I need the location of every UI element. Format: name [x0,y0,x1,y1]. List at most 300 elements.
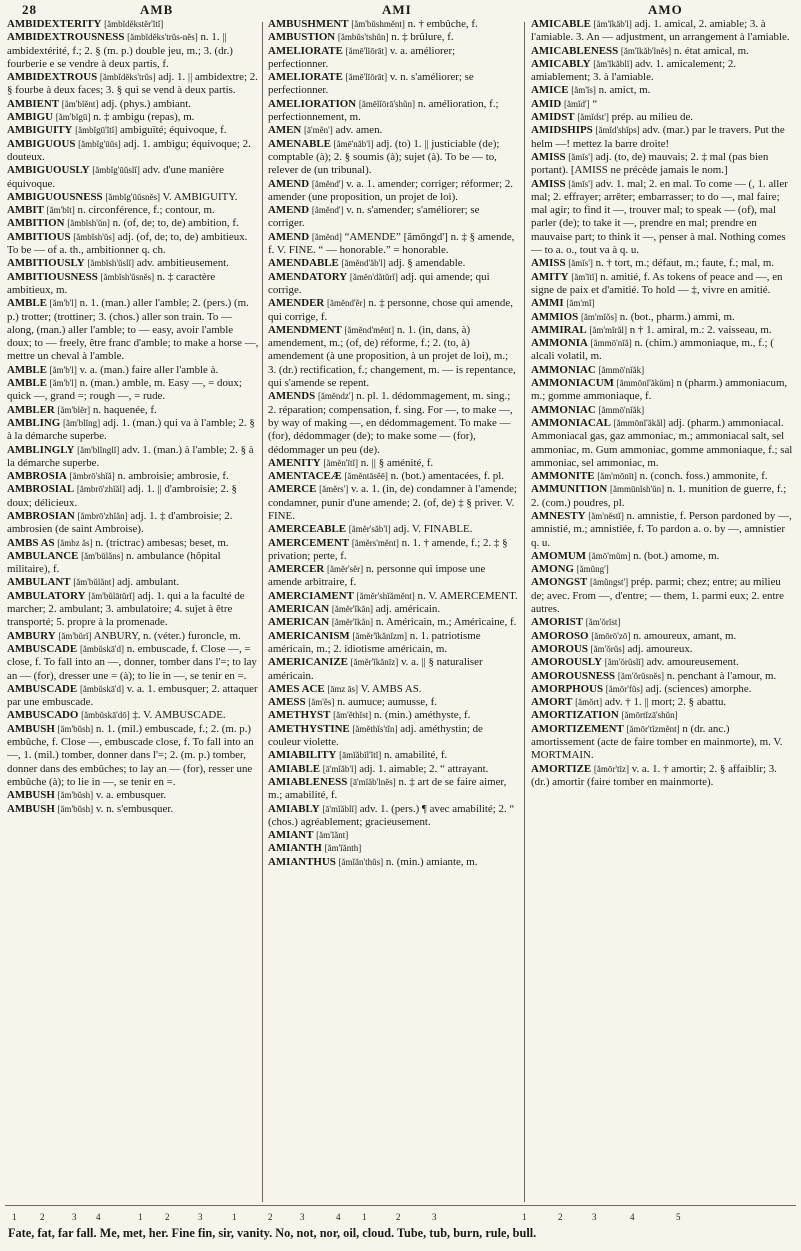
dictionary-entry [531,723,793,763]
entry-definition: adj. 1. ambigu; équivoque; 2. douteux. [7,137,251,163]
entry-definition: n. (min.) améthyste, f. [373,709,471,722]
entry-headword: AMMONIAC [531,363,596,376]
dictionary-entry [531,696,793,709]
entry-headword: AMBLE [7,297,47,310]
entry-headword: AMITY [531,270,569,283]
entry-definition: adj. 1. ‡ d'ambroisie; 2. ambrosien (de saint Ambroise). [7,509,233,536]
stress-number: 2 [396,1212,401,1222]
entry-pronunciation: [ămĭd'shĭps] [595,125,640,136]
dictionary-entry [268,257,518,270]
entry-pronunciation: [ămĕr'shĭămĕnt] [356,590,415,601]
entry-headword: AMIABLENESS [268,775,348,788]
entry-definition: adv. 1. (pers.) ¶ avec amabilité; 2. “ (chos.) agréablement; gracieusement. [268,802,515,828]
dictionary-entry [531,470,793,483]
entry-pronunciation: [ā'mĭăb'lnĕs] [350,776,396,787]
entry-definition: adj. ambulant. [117,576,180,589]
entry-definition: adv. amoureusement. [646,656,739,669]
entry-headword: AMELIORATION [268,97,357,110]
dictionary-entry [531,324,793,337]
entry-pronunciation: [ăm'ĭkăblĭ] [593,58,633,69]
entry-headword: AMBLE [7,377,47,390]
entry-pronunciation: [ămĕr'sĕr] [327,564,364,575]
dictionary-entry [7,98,259,111]
entry-pronunciation: [ămbz ăs] [57,537,93,548]
entry-headword: AMBUSCADO [7,709,79,722]
entry-definition: adj. amoureux. [627,642,693,655]
entry-definition: adv. 1. (man.) à l'amble; 2. § à la démarche superbe. [7,443,254,469]
entry-definition: n. (trictrac) ambesas; beset, m. [95,536,229,549]
entry-definition: adj. 1. amical, 2. amiable; 3. à l'amiable. 3. An — adjustment, un arrangement à l'amiable. [531,18,790,44]
stress-number: 2 [558,1212,563,1222]
entry-definition: n. ambulance (hôpital militaire), f. [7,549,221,576]
entry-pronunciation: [ā'mĭăb'l] [322,763,357,774]
page-number: 28 [22,2,37,17]
entry-pronunciation: [ămbĭsh'ŭslĭ] [87,258,135,269]
header-left-guide: AMB [140,2,174,17]
entry-pronunciation: [ăm'ĭtĭ] [571,271,598,282]
entry-definition: v. a. 1. embusquer; 2. attaquer par une embuscade. [7,682,258,709]
entry-definition: v. a. embusquer. [95,789,167,802]
entry-pronunciation: [ăm'b'l] [49,364,77,375]
entry-definition: n. penchant à l'amour, m. [666,669,777,682]
dictionary-entry [268,231,518,258]
entry-pronunciation: [ăm'ŏrĭst] [585,617,621,628]
dictionary-entry [268,563,518,590]
entry-pronunciation: [ămō'mŭm] [588,550,631,561]
entry-definition: n. amnistie, f. Person pardoned by —, amnistié, m.; amnistiée, f. To pardon a. o. by —, amnistier q. u. [531,509,792,549]
dictionary-entry [268,204,518,231]
entry-headword: AMORTIZEMENT [531,722,624,735]
entry-pronunciation: [ămĕr'ĭkăn] [331,617,373,628]
entry-definition: adv. d'une manière équivoque. [7,164,224,190]
entry-headword: AMIABILITY [268,749,337,762]
entry-pronunciation: [ămmōnĭ'ăkăl] [613,417,666,428]
entry-headword: AMBIGUOUSLY [7,164,90,177]
entry-pronunciation: [ămŭng'] [576,564,609,575]
entry-definition: adj. (sciences) amorphe. [645,682,752,695]
dictionary-entry [531,337,793,364]
entry-headword: AMMI [531,297,564,310]
dictionary-entry [531,670,793,683]
entry-definition: n. (bot., pharm.) ammi, m. [619,310,735,323]
entry-headword: AMICABLY [531,57,591,70]
entry-headword: AMERICANIZE [268,656,348,669]
entry-headword: AMETHYSTINE [268,722,350,735]
entry-pronunciation: [ămmūnĭsh'ŭn] [609,484,665,495]
entry-definition: adj. 1. aimable; 2. “ attrayant. [359,762,489,775]
entry-headword: AMBLE [7,363,47,376]
entry-pronunciation: [ămĕr'săb'l] [348,524,391,535]
entry-pronunciation: [ămĕnd] [311,231,342,242]
entry-pronunciation: [ămĕnd'ăb'l] [341,258,386,269]
entry-headword: AMBIDEXTROUS [7,71,98,84]
entry-pronunciation: [āmz ās] [327,683,359,694]
stress-number: 1 [12,1212,17,1222]
dictionary-entry [531,124,793,151]
entry-pronunciation: [ămbĭdĕks'trŭs-nĕs] [127,32,198,43]
entry-pronunciation: [ămĕr'ĭkănīz] [350,657,399,668]
dictionary-entry [7,576,259,589]
entry-pronunciation: [ămĕr'ĭkănĭzm] [352,630,408,641]
entry-pronunciation: [ămĕrs'mĕnt] [351,537,399,548]
entry-pronunciation: [ămōr'fŭs] [605,683,643,694]
dictionary-entry [268,763,518,776]
entry-headword: AMOROUS [531,642,588,655]
entry-definition: n. (chim.) ammoniaque, m., f.; ( alcali volatil, m. [531,337,774,363]
entry-headword: AMORTIZE [531,762,592,775]
entry-definition: v. a. 1. amender; corriger; réformer; 2. amender (une proposition, un projet de loi). [268,177,514,203]
entry-pronunciation: [ămĭd'] [563,98,590,109]
entry-pronunciation: [ămĕr'ĭkăn] [331,604,373,615]
dictionary-entry [531,510,793,550]
entry-headword: AMETHYST [268,709,331,722]
entry-headword: AMBIENT [7,97,60,110]
entry-definition: n. amitié, f. As tokens of peace and —, en signe de paix et d'amitié. To hold — ‡, vivre en amitié. [531,270,783,296]
entry-headword: AMMONIAC [531,403,596,416]
entry-pronunciation: [ăm'bŭsh] [57,790,94,801]
dictionary-entry [531,643,793,656]
entry-definition: n. (min.) amiante, m. [385,855,478,868]
dictionary-entry [7,231,259,258]
dictionary-entry [7,364,259,377]
dictionary-entry [268,390,518,456]
entry-pronunciation: [ămēlĭōrā'shŭn] [358,98,415,109]
entry-definition: adv. 1. mal; 2. en mal. To come — (, 1. aller mal; 2. effrayer; arrêter; embarrasser; to do —, mal faire; mal agir; to find it —, trouver mal; to speak — (of), mal parler (de); to take it —, prendre en mal; prendre en mauvaise part; to think it —, penser à mal. Nothing comes — to a. o., tout va à q. u. [531,177,788,257]
entry-pronunciation: [ăm'bĭgū] [55,112,91,123]
entry-headword: AMENABLE [268,137,331,150]
entry-headword: AMOMUM [531,549,587,562]
entry-definition: v. a. (man.) faire aller l'amble à. [79,363,219,376]
entry-pronunciation: [ămōr'tīz] [593,763,629,774]
stress-number: 3 [592,1212,597,1222]
dictionary-entry [531,84,793,97]
dictionary-entry [7,164,259,191]
entry-definition: n. 1. || ambidextérité, f.; 2. § (m. p.) double jeu, m.; 3. (dr.) fourberie e se vendre à deux partis, f. [7,31,233,70]
entry-definition: v. a. 1. † amortir; 2. § affaiblir; 3. (dr.) amortir (faire tomber en mainmorte). [531,762,777,788]
entry-definition: n. (conch. foss.) ammonite, f. [639,470,768,483]
dictionary-entry [268,271,518,298]
entry-pronunciation: [ămĕn'ĭtĭ] [323,457,358,468]
entry-headword: AMBIGUOUS [7,137,76,150]
entry-headword: AMBIDEXTERITY [7,18,102,30]
dictionary-entry [531,417,793,470]
entry-headword: AMBULATORY [7,589,86,602]
dictionary-entry [7,138,259,165]
entry-pronunciation: [ăm'mōnīt] [597,471,637,482]
entry-headword: AMBIGUOUSNESS [7,190,103,203]
entry-definition: n. 1. (man.) aller l'amble; 2. (pers.) (m. p.) trotter; (trottiner; 3. (chos.) aller son train. To — along, (man.) aller l'amble; to — easy, avoir l'amble doux; to — freely, être franc d'amble; to make a horse —, mettre un cheval à l'amble. [7,297,259,363]
dictionary-entry [268,45,518,72]
entry-pronunciation: [ămbŭskā'dō] [81,710,130,721]
column-divider-1 [262,22,263,1202]
entry-definition: n. circonférence, f.; contour, m. [77,204,215,217]
entry-headword: AMBLER [7,403,55,416]
entry-definition: n (pharm.) ammoniacum, m.; gomme ammoniaque, f. [531,377,788,403]
entry-headword: AMERICANISM [268,629,350,642]
entry-definition: ambiguïté; équivoque, f. [119,124,227,137]
dictionary-entry [7,204,259,217]
entry-definition: adj. § amendable. [388,257,466,270]
dictionary-entry [7,404,259,417]
dictionary-entry [268,470,518,483]
entry-definition: n. ‡ caractère ambitieux, m. [7,270,216,296]
dictionary-entry [268,178,518,205]
entry-definition: V. AMBIGUITY. [162,190,238,203]
entry-headword: AMEND [268,230,310,243]
entry-headword: AMBUSH [7,789,55,802]
dictionary-entry [7,377,259,404]
entry-headword: AMERICAN [268,603,330,616]
entry-pronunciation: [ăm'bŭlăns] [81,550,124,561]
entry-pronunciation: [ămbĭdĕkstĕr'ĭtĭ] [104,19,164,29]
entry-definition: n. V. AMERCEMENT. [417,589,518,602]
entry-definition: “AMENDE” [ămōngd'] n. ‡ § amende, f. V. FINE. “ — honorable.” = honorable. [268,230,515,257]
dictionary-entry [7,124,259,137]
entry-headword: AMENDMENT [268,323,342,336]
entry-pronunciation: [ămĕthĭs'tĭn] [352,723,398,734]
entry-headword: AMBROSIAN [7,509,75,522]
dictionary-entry [531,311,793,324]
entry-definition: adv. ambitieusement. [136,257,229,270]
stress-number: 1 [232,1212,237,1222]
entry-definition: n. ‡ ambigu (repas), m. [93,111,195,124]
stress-number: 4 [96,1212,101,1222]
entry-definition: ‡. V. AMBUSCADE. [132,709,226,722]
entry-pronunciation: [ămmō'nĭăk] [598,404,645,415]
dictionary-entry [531,377,793,404]
column-3 [531,18,793,1206]
entry-pronunciation: [ăm'ŏrŭs] [590,643,625,654]
dictionary-entry [531,178,793,258]
entry-pronunciation: [ăm'ĭănth] [324,843,362,854]
entry-pronunciation: [ămĕnd'mĕnt] [344,324,395,335]
entry-pronunciation: [ămē'lĭōrāt] [345,45,388,56]
entry-pronunciation: [ăm'ĕs] [308,697,335,708]
entry-headword: AMBROSIA [7,470,67,483]
entry-pronunciation: [ămmōnĭ'ăkŭm] [616,378,674,389]
dictionary-entry [531,111,793,124]
entry-headword: AMEN [268,124,302,137]
entry-headword: AMBS AS [7,536,55,549]
entry-pronunciation: [ăm'blĕr] [57,404,91,415]
entry-headword: AMERCEMENT [268,536,350,549]
entry-headword: AMENITY [268,456,321,469]
dictionary-entry [268,457,518,470]
dictionary-entry [531,656,793,669]
entry-headword: AMISS [531,177,566,190]
entry-pronunciation: [ā'mĕn'] [304,125,333,136]
entry-headword: AMBUSHMENT [268,18,349,30]
entry-definition: n. amict, m. [598,84,651,97]
entry-headword: AMMUNITION [531,483,608,496]
entry-definition: adj. V. FINABLE. [393,523,473,536]
entry-pronunciation: [ămbĭg'ūŭsnĕs] [105,191,160,202]
dictionary-entry [268,98,518,125]
entry-definition: n. (bot.) amome, m. [633,549,720,562]
entry-headword: AMBUSH [7,722,55,735]
stress-number: 2 [268,1212,273,1222]
entry-definition: n. haquenée, f. [92,403,157,416]
entry-definition: n. aumuce; aumusse, f. [337,696,437,709]
dictionary-entry [531,616,793,629]
dictionary-entry [268,537,518,564]
dictionary-entry [531,58,793,85]
dictionary-entry [268,324,518,390]
entry-headword: AMIANTHUS [268,855,336,868]
dictionary-entry [531,630,793,643]
entry-pronunciation: [ămĕnd'ĕr] [327,298,366,309]
column-2 [268,18,518,1206]
entry-pronunciation: [ăm'ŏrŭsnĕs] [617,670,664,681]
entry-definition: n. || § aménité, f. [360,456,434,469]
dictionary-entry [531,364,793,377]
entry-headword: AMORIST [531,616,584,629]
dictionary-entry [531,483,793,510]
dictionary-entry [531,683,793,696]
dictionary-entry [7,444,259,471]
dictionary-entry [531,18,793,45]
entry-headword: AMISS [531,257,566,270]
entry-headword: AMENTACEÆ [268,470,342,483]
entry-headword: AMMONIACUM [531,377,614,390]
header-right-guide: AMO [648,2,683,17]
entry-pronunciation: [ămĕntāsĕē] [344,471,388,482]
entry-headword: AMBLINGLY [7,443,75,456]
entry-pronunciation: [ămmō'nĭăk] [598,364,645,375]
entry-pronunciation: [ămōr'tĭzmĕnt] [626,723,680,734]
stress-numbers [0,1212,801,1224]
entry-pronunciation: [ăm'mĭŏs] [580,311,618,322]
entry-pronunciation: [ăm'ĭkăb'lnĕs] [620,45,672,56]
dictionary-entry [7,470,259,483]
entry-pronunciation: [ămĭs'] [568,178,593,189]
dictionary-entry [7,217,259,230]
stress-number: 4 [336,1212,341,1222]
entry-headword: AMBULANCE [7,549,79,562]
entry-pronunciation: [ămmō'nĭă] [590,338,632,349]
entry-pronunciation: [ăm'b'l] [49,378,77,389]
entry-headword: AMOROSO [531,629,589,642]
dictionary-entry [7,723,259,789]
entry-headword: AMES ACE [268,682,325,695]
entry-headword: AMERCIAMENT [268,589,354,602]
entry-definition: n. (bot.) amentacées, f. pl. [390,470,504,483]
entry-pronunciation: [ămbrō'shĭă] [69,471,115,482]
entry-headword: AMBURY [7,629,56,642]
entry-headword: AMIABLY [268,802,320,815]
dictionary-entry [268,709,518,722]
stress-number: 3 [300,1212,305,1222]
dictionary-entry [7,590,259,630]
entry-pronunciation: [ămbŭskā'd] [79,683,125,694]
dictionary-entry [268,842,518,855]
dictionary-entry [531,563,793,576]
entry-headword: AMELIORATE [268,71,343,84]
entry-definition: adv. amen. [335,124,383,137]
dictionary-entry [531,576,793,616]
entry-headword: AMBIGU [7,111,53,124]
entry-definition: adj. qui amende; qui corrige. [268,270,490,296]
entry-pronunciation: [ămĕndz'] [317,391,354,402]
dictionary-entry [531,550,793,563]
entry-definition: n. 1. (mil.) embuscade, f.; 2. (m. p.) embûche, f. Close —, embuscade close, f. To fall into an —, 1. (mil.) tomber, donner dans l'=; 2. (m. p.) tomber, donner dans des embûches; to lay an — (for), resser une embûche (à); to lie in —, se tenir en =. [7,722,254,788]
entry-headword: AMONG [531,563,574,576]
entry-pronunciation: [ămē'năb'l] [333,138,374,149]
dictionary-entry [531,763,793,790]
stress-number: 2 [165,1212,170,1222]
entry-pronunciation: [ămbŭskā'd] [79,643,125,654]
entry-headword: AMICE [531,84,569,97]
entry-pronunciation: [ămbrō'zhĭăl] [76,484,126,495]
entry-headword: AMBIT [7,204,44,217]
entry-headword: AMELIORATE [268,44,343,57]
dictionary-entry [531,151,793,178]
entry-pronunciation: [ăm'bŭlātŭrĭ] [88,590,135,601]
entry-pronunciation: [ămbŭs'tshŭn] [337,32,389,43]
entry-headword: AMIDSHIPS [531,124,593,137]
entry-definition: adj. (pharm.) ammoniacal. Ammoniacal gas, gaz ammoniac, m.; ammoniacal salt, sel ammoniac, m. Gum ammoniac, gomme ammoniaque, f.; sal ammoniac, sel ammoniac, m. [531,416,793,469]
dictionary-entry [268,138,518,178]
dictionary-entry [7,191,259,204]
entry-pronunciation: [ăm'ĭs] [571,85,596,96]
entry-pronunciation: [ămbĭgū'ĭtĭ] [75,125,118,136]
dictionary-entry [268,776,518,803]
entry-pronunciation: [ămbĭg'ūŭslĭ] [92,165,140,176]
entry-headword: AMBITIOUSLY [7,257,85,270]
entry-headword: AMOROUSLY [531,656,603,669]
entry-headword: AMERCER [268,563,325,576]
dictionary-entry [531,271,793,298]
entry-definition: n † 1. amiral, m.: 2. vaisseau, m. [629,323,772,336]
entry-headword: AMORT [531,696,573,709]
entry-headword: AMOROUSNESS [531,669,616,682]
dictionary-entry [268,856,518,869]
entry-pronunciation: [ămē'lĭōrāt] [345,72,388,83]
entry-headword: AMESS [268,696,306,709]
dictionary-entry [531,404,793,417]
entry-headword: AMBUSH [7,802,55,815]
dictionary-entry [531,45,793,58]
entry-definition: adj. 1. (man.) qui va à l'amble; 2. § à la démarche superbe. [7,416,255,443]
entry-definition: v. a. 1. (in, de) condamner à l'amende; condamner, punir d'une amende; 2. (of, de) ‡ § priver. V. FINE. [268,483,518,522]
entry-pronunciation: [ămĕn'dătŭrĭ] [349,271,398,282]
entry-pronunciation: [ăm'bĭĕnt] [61,98,99,109]
dictionary-entry [7,297,259,363]
dictionary-entry [7,417,259,444]
entry-definition: n. amoureux, amant, m. [633,629,737,642]
entry-headword: AMMIOS [531,310,579,323]
entry-definition: n. † tort, m.; défaut, m.; faute, f.; mal, m. [595,257,775,270]
entry-headword: AMMONITE [531,470,595,483]
entry-pronunciation: [ăm'nĕstĭ] [588,510,624,521]
entry-pronunciation: [ăm'bŭshmĕnt] [351,19,405,29]
entry-headword: AMMONIA [531,337,588,350]
entry-headword: AMISS [531,150,566,163]
entry-pronunciation: [ămĭs'] [568,151,593,162]
entry-headword: AMNESTY [531,509,586,522]
stress-number: 1 [522,1212,527,1222]
entry-pronunciation: [ămbĭsh'ŭs] [73,231,115,242]
entry-headword: AMICABLE [531,18,591,30]
stress-number: 3 [198,1212,203,1222]
entry-headword: AMID [531,97,562,110]
dictionary-entry [268,683,518,696]
entry-pronunciation: [ăm'blĭng] [62,417,101,428]
entry-headword: AMERCE [268,483,317,496]
entry-definition: adj. américain. [375,603,441,616]
stress-number: 1 [362,1212,367,1222]
entry-definition: prép. parmi; chez; entre; au milieu de; avec. From —, d'entre; — them, 1. parmi eux; 2. entre autres. [531,576,784,616]
